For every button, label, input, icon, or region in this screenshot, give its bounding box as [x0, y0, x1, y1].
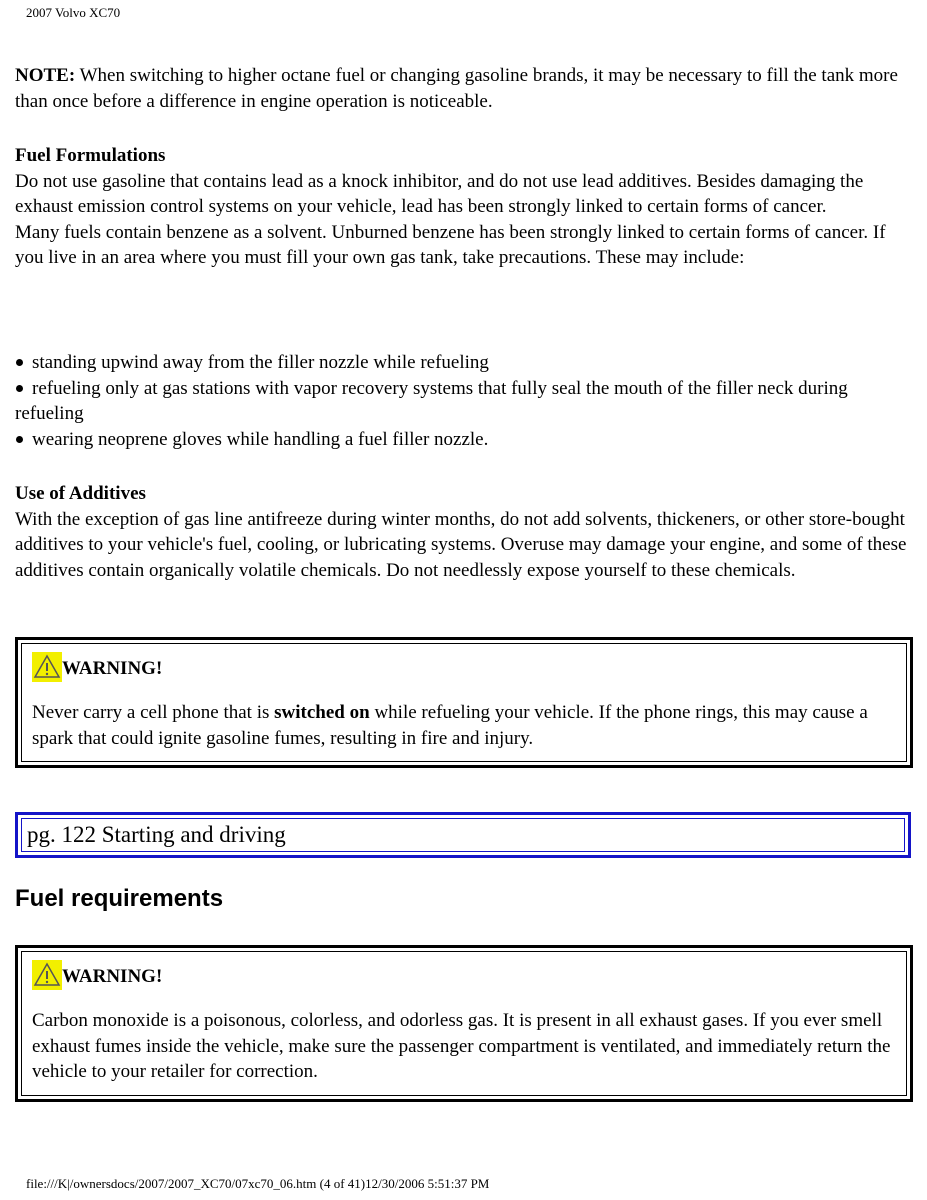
- list-item: standing upwind away from the filler nozzle while refueling: [15, 350, 915, 376]
- fuel-formulations-heading: Fuel Formulations: [15, 145, 166, 166]
- warning-title: WARNING!: [32, 960, 896, 990]
- list-item: refueling only at gas stations with vapor recovery systems that fully seal the mouth of the filler neck during refueling: [15, 377, 848, 424]
- fuel-formulations-para2: Many fuels contain benzene as a solvent. Unburned benzene has been strongly linked to certain forms of cancer. If you live in an area where you must fill your own gas tank, take precautions. These may include:: [15, 221, 886, 268]
- fuel-formulations-para1: Do not use gasoline that contains lead as a knock inhibitor, and do not use lead additives. Besides damaging the exhaust emission control systems on your vehicle, lead has been strongly linked to certain forms of cancer.: [15, 170, 864, 217]
- additives-section: [15, 481, 915, 583]
- section-title: Fuel requirements: [15, 885, 224, 912]
- warning-text: Carbon monoxide is a poisonous, colorless, and odorless gas. It is present in all exhaust gases. If you ever smell exhaust fumes inside the vehicle, make sure the passenger compartment is ventilated, and immediately return the vehicle to your retailer for correction.: [32, 1010, 891, 1082]
- fuel-formulations-section: [15, 143, 915, 271]
- note-paragraph: [15, 63, 915, 114]
- bullet-icon: [16, 359, 23, 366]
- warning-box-cell-phone: [15, 637, 913, 768]
- document-header: 2007 Volvo XC70: [26, 5, 121, 20]
- precautions-list: [15, 350, 915, 452]
- warning-triangle-icon: [32, 652, 62, 682]
- warning-text: Never carry a cell phone that is switched on while refueling your vehicle. If the phone rings, this may cause a spark that could ignite gasoline fumes, resulting in fire and injury.: [32, 702, 868, 749]
- warning-triangle-icon: [32, 960, 62, 990]
- additives-heading: Use of Additives: [15, 483, 146, 504]
- list-item: wearing neoprene gloves while handling a fuel filler nozzle.: [15, 427, 915, 453]
- warning-title: WARNING!: [32, 652, 896, 682]
- file-path-footer: file:///K|/ownersdocs/2007/2007_XC70/07xc70_06.htm (4 of 41)12/30/2006 5:51:37 PM: [26, 1176, 490, 1191]
- page-reference-text: pg. 122 Starting and driving: [21, 818, 905, 852]
- page-reference-box: [15, 812, 911, 858]
- bullet-icon: [16, 436, 23, 443]
- note-label: NOTE:: [15, 65, 76, 86]
- additives-text: With the exception of gas line antifreeze during winter months, do not add solvents, thickeners, or other store-bought additives to your vehicle's fuel, cooling, or lubricating systems. Overuse may damage your engine, and some of these additives contain organically volatile chemicals. Do not needlessly expose yourself to these chemicals.: [15, 508, 907, 581]
- note-text: When switching to higher octane fuel or changing gasoline brands, it may be necessary to fill the tank more than once before a difference in engine operation is noticeable.: [15, 65, 898, 112]
- bullet-icon: [16, 385, 23, 392]
- warning-box-carbon-monoxide: [15, 945, 913, 1102]
